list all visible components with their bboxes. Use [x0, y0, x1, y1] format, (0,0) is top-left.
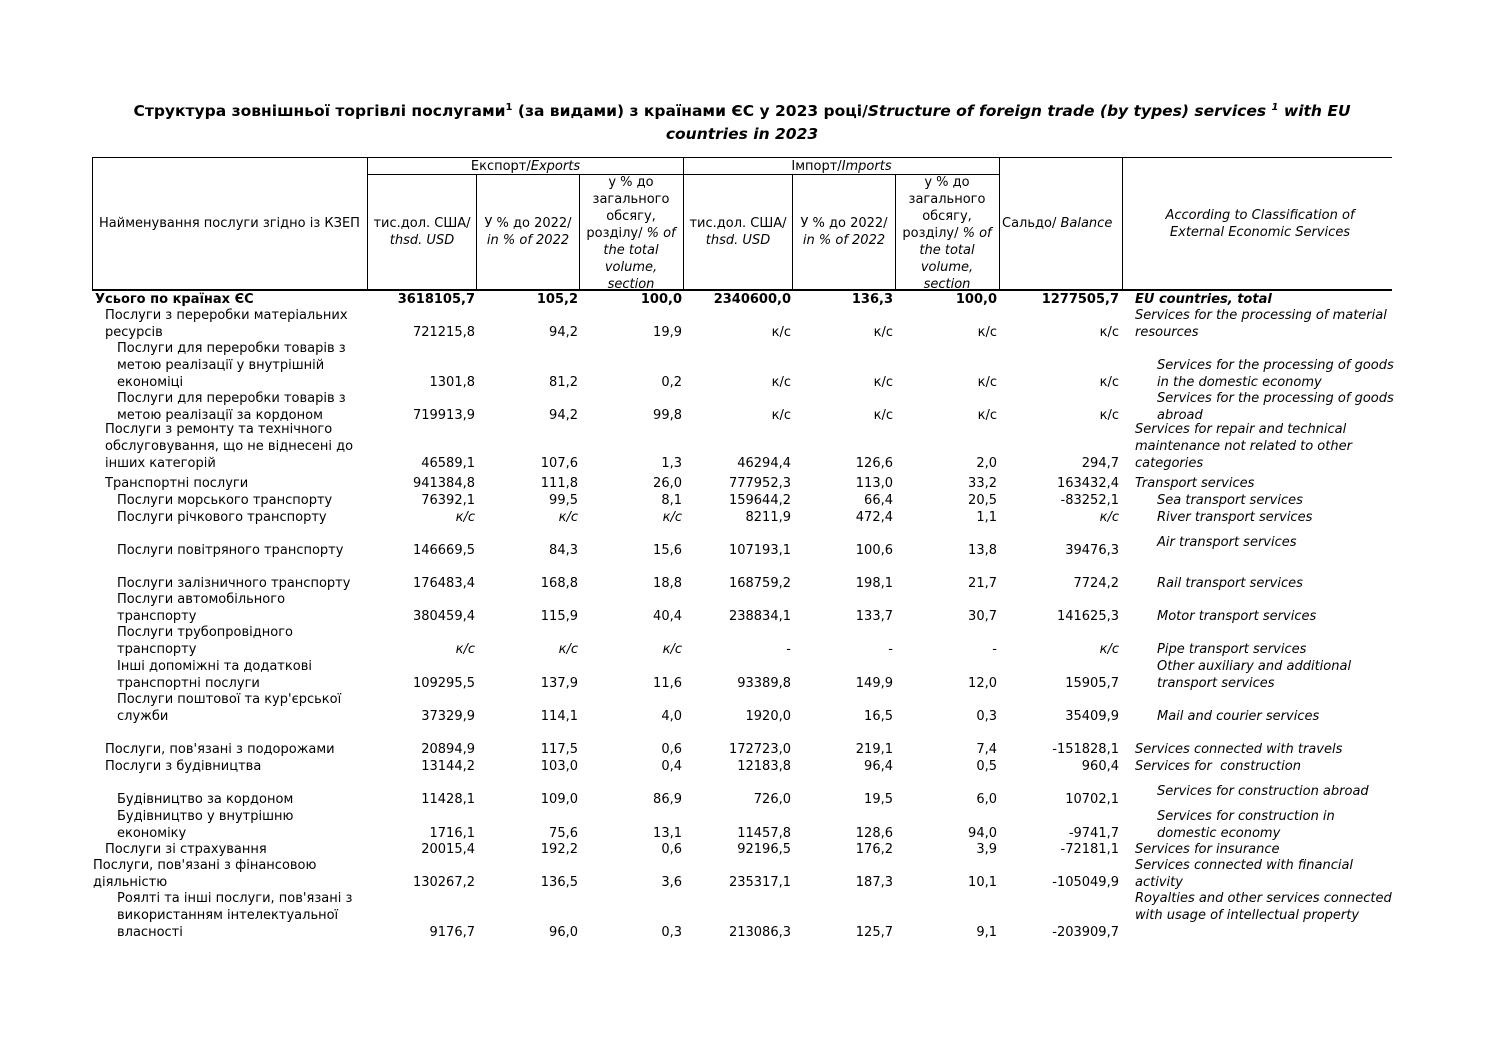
- row-imports-share: 100,0: [955, 292, 997, 307]
- row-exports-share: 0,6: [661, 842, 682, 857]
- row-exports-share: 100,0: [640, 292, 682, 307]
- row-exports-share: к/с: [662, 642, 682, 657]
- row-name-en: Services for insurance: [1135, 842, 1280, 857]
- row-exports-share: 99,8: [653, 408, 682, 423]
- row-imports-value: 213086,3: [728, 925, 791, 940]
- row-imports-pct: 198,1: [855, 576, 893, 591]
- row-exports-share: 8,1: [661, 493, 682, 508]
- row-name: Послуги трубопровідного транспорту: [117, 625, 293, 657]
- row-imports-value: 12183,8: [737, 759, 791, 774]
- row-balance: -72181,1: [1060, 842, 1119, 857]
- row-imports-share: 33,2: [968, 476, 997, 491]
- row-balance: 10702,1: [1065, 792, 1119, 807]
- row-name: Послуги зі страхування: [105, 842, 267, 857]
- row-exports-pct: 137,9: [540, 676, 578, 691]
- row-imports-value: 1920,0: [745, 709, 791, 724]
- row-name: Транспортні послуги: [105, 476, 249, 491]
- row-name-en: Services for the processing of material resources: [1135, 308, 1387, 340]
- row-exports-pct: 81,2: [549, 375, 578, 390]
- row-imports-share: к/с: [977, 375, 997, 390]
- row-name-en: Mail and courier services: [1157, 709, 1320, 724]
- header-exports-thsd: тис.дол. США/ thsd. USD: [373, 216, 471, 248]
- row-exports-share: 18,8: [653, 576, 682, 591]
- row-name: Усього по країнах ЄС: [95, 292, 254, 307]
- row-balance: 163432,4: [1056, 476, 1119, 491]
- row-exports-pct: 168,8: [540, 576, 578, 591]
- header-balance: Сальдо/ Balance: [1002, 216, 1113, 231]
- row-exports-share: 86,9: [653, 792, 682, 807]
- row-exports-pct: 192,2: [540, 842, 578, 857]
- row-name: Послуги, пов'язані з фінансовою діяльністю: [93, 858, 317, 890]
- row-balance: -151828,1: [1052, 742, 1119, 757]
- row-exports-value: 20894,9: [421, 742, 475, 757]
- row-imports-pct: 219,1: [855, 742, 893, 757]
- row-balance: -83252,1: [1060, 493, 1119, 508]
- row-exports-share: 3,6: [661, 875, 682, 890]
- row-imports-pct: 136,3: [851, 292, 893, 307]
- row-name-en: Services connected with financial activity: [1135, 858, 1354, 890]
- row-imports-share: 0,3: [976, 709, 997, 724]
- row-exports-pct: 99,5: [549, 493, 578, 508]
- row-exports-pct: 114,1: [540, 709, 578, 724]
- row-exports-share: 0,6: [661, 742, 682, 757]
- row-name-en: Sea transport services: [1157, 493, 1303, 508]
- row-exports-pct: 105,2: [536, 292, 578, 307]
- col-divider-8: [1122, 157, 1123, 290]
- row-imports-share: 94,0: [968, 826, 997, 841]
- row-imports-share: 6,0: [976, 792, 997, 807]
- row-imports-pct: 149,9: [855, 676, 893, 691]
- row-name: Роялті та інші послуги, пов'язані з використанням інтелектуальної власності: [117, 891, 353, 940]
- row-exports-value: к/с: [455, 510, 475, 525]
- row-name-en: Services for construction: [1135, 759, 1301, 774]
- row-name-en: Pipe transport services: [1157, 642, 1307, 657]
- row-imports-value: 46294,4: [737, 456, 791, 471]
- row-name: Послуги поштової та кур'єрської служби: [117, 692, 342, 724]
- row-exports-share: 11,6: [653, 676, 682, 691]
- row-imports-value: к/с: [771, 325, 791, 340]
- row-exports-pct: 96,0: [549, 925, 578, 940]
- row-imports-share: 13,8: [968, 543, 997, 558]
- row-exports-value: 721215,8: [412, 325, 475, 340]
- row-exports-value: 1301,8: [429, 375, 475, 390]
- row-name: Послуги з переробки матеріальних ресурсів: [105, 308, 348, 340]
- row-name-en: Other auxiliary and additional transport services: [1157, 659, 1352, 691]
- row-balance: 39476,3: [1065, 543, 1119, 558]
- row-name-en: Services connected with travels: [1135, 742, 1343, 757]
- row-exports-value: 9176,7: [429, 925, 475, 940]
- row-name: Будівництво за кордоном: [117, 792, 294, 807]
- row-balance: к/с: [1099, 325, 1119, 340]
- row-imports-pct: к/с: [873, 325, 893, 340]
- row-balance: 294,7: [1081, 456, 1119, 471]
- row-imports-value: 777952,3: [728, 476, 791, 491]
- row-balance: к/с: [1099, 510, 1119, 525]
- row-imports-value: 93389,8: [737, 676, 791, 691]
- row-imports-share: 7,4: [976, 742, 997, 757]
- header-imports-pct: У % до 2022/ in % of 2022: [800, 216, 888, 248]
- row-imports-share: к/с: [977, 325, 997, 340]
- row-name-en: Services for construction in domestic economy: [1157, 809, 1335, 841]
- row-exports-value: 719913,9: [412, 408, 475, 423]
- col-divider-3: [579, 174, 580, 290]
- row-balance: 141625,3: [1056, 609, 1119, 624]
- row-name-en: EU countries, total: [1135, 292, 1272, 307]
- header-exports-pct: У % до 2022/ in % of 2022: [484, 216, 572, 248]
- row-name-en: Services for the processing of goods abroad: [1157, 391, 1394, 423]
- row-exports-pct: 111,8: [540, 476, 578, 491]
- row-imports-share: -: [992, 642, 997, 657]
- row-balance: к/с: [1099, 375, 1119, 390]
- row-exports-value: 37329,9: [421, 709, 475, 724]
- row-imports-share: 10,1: [968, 875, 997, 890]
- row-imports-share: 21,7: [968, 576, 997, 591]
- row-exports-pct: 117,5: [540, 742, 578, 757]
- row-exports-pct: 94,2: [549, 325, 578, 340]
- row-balance: 35409,9: [1065, 709, 1119, 724]
- row-imports-value: 2340600,0: [713, 292, 791, 307]
- row-imports-pct: 66,4: [864, 493, 893, 508]
- header-imports-group: Імпорт/Imports: [791, 159, 892, 174]
- row-exports-pct: к/с: [558, 510, 578, 525]
- row-balance: -9741,7: [1068, 826, 1119, 841]
- row-imports-value: 8211,9: [745, 510, 791, 525]
- row-name-en: Services for the processing of goods in the domestic economy: [1157, 358, 1394, 390]
- row-imports-value: 235317,1: [728, 875, 791, 890]
- row-exports-share: 13,1: [653, 826, 682, 841]
- row-name-en: Services for repair and technical maintenance not related to other categories: [1135, 422, 1352, 471]
- row-name: Послуги з ремонту та технічного обслуговування, що не віднесені до інших категорій: [105, 422, 354, 471]
- row-exports-value: 20015,4: [421, 842, 475, 857]
- row-balance: 15905,7: [1065, 676, 1119, 691]
- row-imports-share: 1,1: [976, 510, 997, 525]
- row-imports-pct: 96,4: [864, 759, 893, 774]
- row-name: Послуги залізничного транспорту: [117, 576, 351, 591]
- col-divider-6: [895, 174, 896, 290]
- row-name-en: Motor transport services: [1157, 609, 1317, 624]
- row-exports-value: 941384,8: [412, 476, 475, 491]
- row-exports-share: 40,4: [653, 609, 682, 624]
- row-name: Послуги з будівництва: [105, 759, 262, 774]
- row-exports-share: к/с: [662, 510, 682, 525]
- row-imports-pct: -: [888, 642, 893, 657]
- row-exports-pct: 94,2: [549, 408, 578, 423]
- row-balance: 7724,2: [1073, 576, 1119, 591]
- row-imports-pct: 176,2: [855, 842, 893, 857]
- row-balance: -105049,9: [1052, 875, 1119, 890]
- row-imports-value: 159644,2: [728, 493, 791, 508]
- row-imports-value: к/с: [771, 375, 791, 390]
- row-exports-value: 76392,1: [421, 493, 475, 508]
- header-classification: According to Classification of External Economic Services: [1165, 208, 1355, 240]
- row-exports-value: 109295,5: [412, 676, 475, 691]
- row-imports-pct: 187,3: [855, 875, 893, 890]
- row-imports-share: 2,0: [976, 456, 997, 471]
- row-balance: к/с: [1099, 408, 1119, 423]
- row-balance: 960,4: [1081, 759, 1119, 774]
- row-exports-value: 13144,2: [421, 759, 475, 774]
- header-imports-thsd: тис.дол. США/ thsd. USD: [689, 216, 787, 248]
- row-imports-pct: к/с: [873, 408, 893, 423]
- row-name: Послуги повітряного транспорту: [117, 543, 344, 558]
- row-exports-share: 15,6: [653, 543, 682, 558]
- row-imports-pct: 19,5: [864, 792, 893, 807]
- row-name: Послуги для переробки товарів з метою реалізації у внутрішній економіці: [117, 341, 346, 390]
- row-name: Послуги річкового транспорту: [117, 510, 327, 525]
- row-imports-value: 107193,1: [728, 543, 791, 558]
- row-exports-value: 46589,1: [421, 456, 475, 471]
- row-name-en: Services for construction abroad: [1157, 784, 1369, 799]
- row-imports-share: 9,1: [976, 925, 997, 940]
- row-imports-share: 3,9: [976, 842, 997, 857]
- row-imports-pct: 113,0: [855, 476, 893, 491]
- row-exports-value: 11428,1: [421, 792, 475, 807]
- row-exports-share: 1,3: [661, 456, 682, 471]
- row-imports-value: 172723,0: [728, 742, 791, 757]
- row-balance: 1277505,7: [1041, 292, 1119, 307]
- row-imports-pct: к/с: [873, 375, 893, 390]
- row-name-en: Transport services: [1135, 476, 1255, 491]
- row-imports-share: 20,5: [968, 493, 997, 508]
- row-name: Послуги автомобільного транспорту: [117, 592, 286, 624]
- row-imports-pct: 133,7: [855, 609, 893, 624]
- row-exports-pct: 109,0: [540, 792, 578, 807]
- row-exports-pct: 115,9: [540, 609, 578, 624]
- row-exports-pct: к/с: [558, 642, 578, 657]
- row-exports-pct: 107,6: [540, 456, 578, 471]
- row-exports-value: 146669,5: [412, 543, 475, 558]
- header-exports-group: Експорт/Exports: [470, 159, 581, 174]
- row-name-en: River transport services: [1157, 510, 1313, 525]
- row-name-en: Royalties and other services connected with usage of intellectual property: [1135, 891, 1392, 923]
- row-imports-pct: 472,4: [855, 510, 893, 525]
- row-imports-share: 30,7: [968, 609, 997, 624]
- row-name: Будівництво у внутрішню економіку: [117, 809, 294, 841]
- row-imports-pct: 125,7: [855, 925, 893, 940]
- row-imports-value: 238834,1: [728, 609, 791, 624]
- row-exports-share: 0,3: [661, 925, 682, 940]
- row-exports-pct: 75,6: [549, 826, 578, 841]
- row-exports-share: 0,2: [661, 375, 682, 390]
- row-exports-value: к/с: [455, 642, 475, 657]
- row-imports-pct: 100,6: [855, 543, 893, 558]
- row-name: Послуги, пов'язані з подорожами: [105, 742, 335, 757]
- row-exports-value: 3618105,7: [397, 292, 475, 307]
- row-exports-pct: 103,0: [540, 759, 578, 774]
- page-title: Структура зовнішньої торгівлі послугами$^1$ (за видами) з країнами ЄС у 2023 році/Structure of foreign trade (by types) services $^1$ with EU countries in 2023: [133, 102, 1351, 144]
- row-name: Послуги для переробки товарів з метою реалізації за кордоном: [117, 391, 346, 423]
- row-imports-pct: 128,6: [855, 826, 893, 841]
- row-balance: -203909,7: [1052, 925, 1119, 940]
- row-exports-value: 1716,1: [429, 826, 475, 841]
- row-exports-value: 130267,2: [412, 875, 475, 890]
- row-exports-value: 176483,4: [412, 576, 475, 591]
- row-imports-value: 726,0: [753, 792, 791, 807]
- header-name-col: Найменування послуги згідно із КЗЕП: [99, 216, 360, 231]
- row-imports-pct: 16,5: [864, 709, 893, 724]
- col-divider-7: [999, 157, 1000, 290]
- row-imports-value: к/с: [771, 408, 791, 423]
- row-exports-share: 19,9: [653, 325, 682, 340]
- row-imports-value: 92196,5: [737, 842, 791, 857]
- row-exports-pct: 84,3: [549, 543, 578, 558]
- row-imports-pct: 126,6: [855, 456, 893, 471]
- row-exports-share: 26,0: [653, 476, 682, 491]
- row-imports-share: 0,5: [976, 759, 997, 774]
- row-balance: к/с: [1099, 642, 1119, 657]
- row-imports-value: 168759,2: [728, 576, 791, 591]
- row-imports-value: 11457,8: [737, 826, 791, 841]
- row-name-en: Air transport services: [1157, 535, 1297, 550]
- header-imports-share: у % до загального обсягу, розділу/ % of the total volume, section: [902, 175, 992, 292]
- row-imports-share: 12,0: [968, 676, 997, 691]
- row-exports-pct: 136,5: [540, 875, 578, 890]
- row-exports-value: 380459,4: [412, 609, 475, 624]
- row-imports-share: к/с: [977, 408, 997, 423]
- row-exports-share: 0,4: [661, 759, 682, 774]
- row-name: Інші допоміжні та додаткові транспортні послуги: [117, 659, 312, 691]
- row-name: Послуги морського транспорту: [117, 493, 333, 508]
- row-exports-share: 4,0: [661, 709, 682, 724]
- header-exports-share: у % до загального обсягу, розділу/ % of the total volume, section: [586, 175, 676, 292]
- row-imports-value: -: [786, 642, 791, 657]
- row-name-en: Rail transport services: [1157, 576, 1303, 591]
